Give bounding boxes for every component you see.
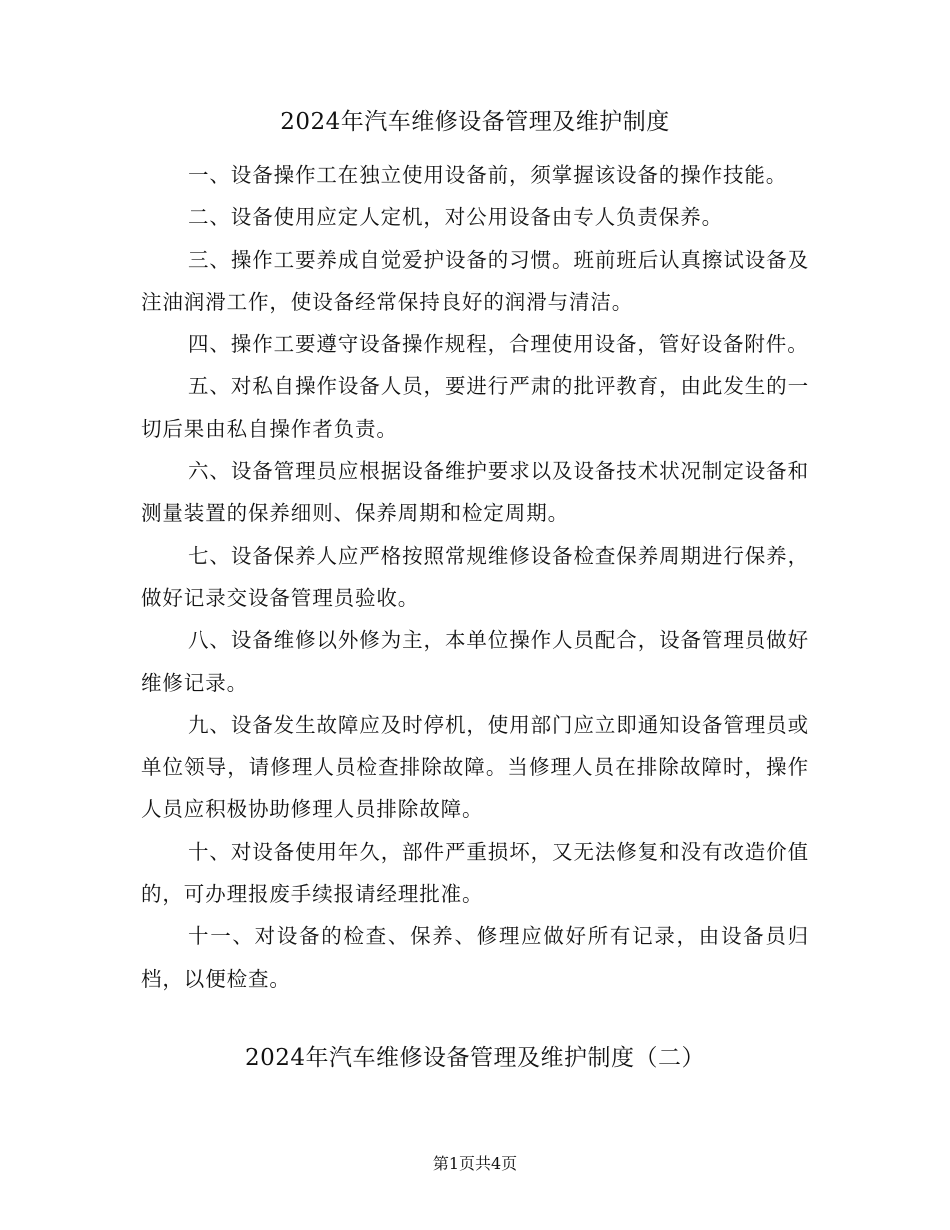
paragraph-5: 五、对私自操作设备人员，要进行严肃的批评教育，由此发生的一切后果由私自操作者负责。: [141, 374, 809, 441]
paragraph-11: 十一、对设备的检查、保养、修理应做好所有记录，由设备员归档，以便检查。: [141, 924, 809, 991]
paragraph-3: 三、操作工要养成自觉爱护设备的习惯。班前班后认真擦试设备及注油润滑工作，使设备经常保持良好的润滑与清洁。: [141, 247, 809, 314]
document-body: [141, 154, 809, 1000]
paragraph-7: 七、设备保养人应严格按照常规维修设备检查保养周期进行保养，做好记录交设备管理员验收。: [141, 543, 809, 610]
paragraph-2: 二、设备使用应定人定机，对公用设备由专人负责保养。: [188, 205, 723, 230]
document-title: 2024年汽车维修设备管理及维护制度: [280, 109, 670, 135]
page-number: 第1页共4页: [432, 1154, 518, 1173]
paragraph-6: 六、设备管理员应根据设备维护要求以及设备技术状况制定设备和测量装置的保养细则、保养周期和检定周期。: [141, 459, 809, 526]
paragraph-8: 八、设备维修以外修为主，本单位操作人员配合，设备管理员做好维修记录。: [141, 628, 809, 695]
paragraph-9: 九、设备发生故障应及时停机，使用部门应立即通知设备管理员或单位领导，请修理人员检查排除故障。当修理人员在排除故障时，操作人员应积极协助修理人员排除故障。: [141, 712, 809, 822]
paragraph-1: 一、设备操作工在独立使用设备前，须掌握该设备的操作技能。: [188, 163, 788, 187]
paragraph-4: 四、操作工要遵守设备操作规程，合理使用设备，管好设备附件。: [188, 332, 809, 357]
paragraph-10: 十、对设备使用年久，部件严重损坏，又无法修复和没有改造价值的，可办理报废手续报请经理批准。: [141, 839, 809, 907]
section-two-title: 2024年汽车维修设备管理及维护制度（二）: [244, 1045, 706, 1071]
